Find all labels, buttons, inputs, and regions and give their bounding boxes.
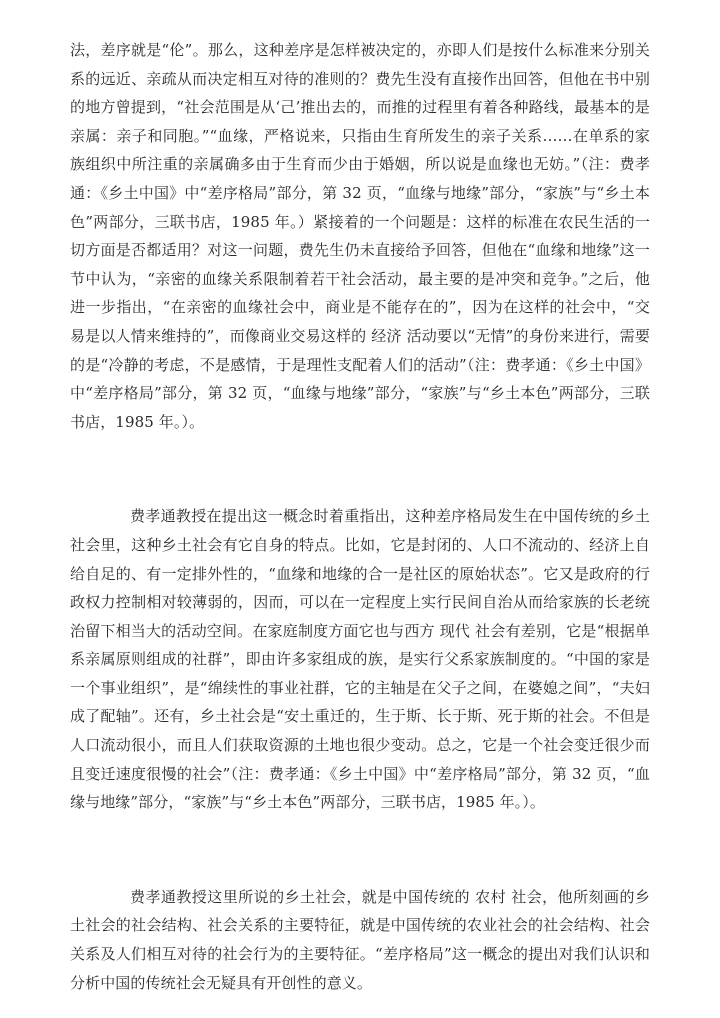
paragraph-spacer [70, 817, 650, 883]
paragraph-spacer [70, 436, 650, 502]
document-page [70, 36, 650, 997]
paragraph-3: 费孝通教授这里所说的乡土社会，就是中国传统的 农村 社会，他所刻画的乡土社会的社会结构、社会关系的主要特征，就是中国传统的农业社会的社会结构、社会关系及人们相互对待的社会行为的主要特征。“差序格局”这一概念的提出对我们认识和分析中国的传统社会无疑具有开创性的意义。 [70, 887, 650, 992]
paragraph-2: 费孝通教授在提出这一概念时着重指出，这种差序格局发生在中国传统的乡土社会里，这种乡土社会有它自身的特点。比如，它是封闭的、人口不流动的、经济上自给自足的、有一定排外性的，“血缘和地缘的合一是社区的原始状态”。它又是政府的行政权力控制相对较薄弱的，因而，可以在一定程度上实行民间自治从而给家族的长老统治留下相当大的活动空间。在家庭制度方面它也与西方 现代 社会有差别，它是“根据单系亲属原则组成的社群”，即由许多家组成的族，是实行父系家族制度的。“中国的家是一个事业组织”，是“绵续性的事业社群，它的主轴是在父子之间，在婆媳之间”，“夫妇成了配轴”。还有，乡土社会是“安土重迁的，生于斯、长于斯、死于斯的社会。不但是人口流动很小，而且人们获取资源的土地也很少变动。总之，它是一个社会变迁很少而且变迁速度很慢的社会”（注：费孝通：《乡土中国》中“差序格局”部分，第 32 页，“血缘与地缘”部分，“家族”与“乡土本色”两部分，三联书店，1985 年。）。 [70, 507, 650, 812]
paragraph-1: 法，差序就是“伦”。那么，这种差序是怎样被决定的，亦即人们是按什么标准来分别关系的远近、亲疏从而决定相互对待的准则的？费先生没有直接作出回答，但他在书中别的地方曾提到，“社会范围是从‘己’推出去的，而推的过程里有着各种路线，最基本的是亲属：亲子和同胞。”“血缘，严格说来，只指由生育所发生的亲子关系……在单系的家族组织中所注重的亲属确多由于生育而少由于婚姻，所以说是血缘也无妨。”（注：费孝通：《乡土中国》中“差序格局”部分，第 32 页，“血缘与地缘”部分，“家族”与“乡土本色”两部分，三联书店，1985 年。）紧接着的一个问题是：这样的标准在农民生活的一切方面是否都适用？对这一问题，费先生仍未直接给予回答，但他在“血缘和地缘”这一节中认为，“亲密的血缘关系限制着若干社会活动，最主要的是冲突和竞争。”之后，他进一步指出，“在亲密的血缘社会中，商业是不能存在的”，因为在这样的社会中，“交易是以人情来维持的”，而像商业交易这样的 经济 活动要以“无情”的身份来进行，需要的是“冷静的考虑，不是感情，于是理性支配着人们的活动”（注：费孝通：《乡土中国》中“差序格局”部分，第 32 页，“血缘与地缘”部分，“家族”与“乡土本色”两部分，三联书店，1985 年。）。 [70, 41, 650, 431]
